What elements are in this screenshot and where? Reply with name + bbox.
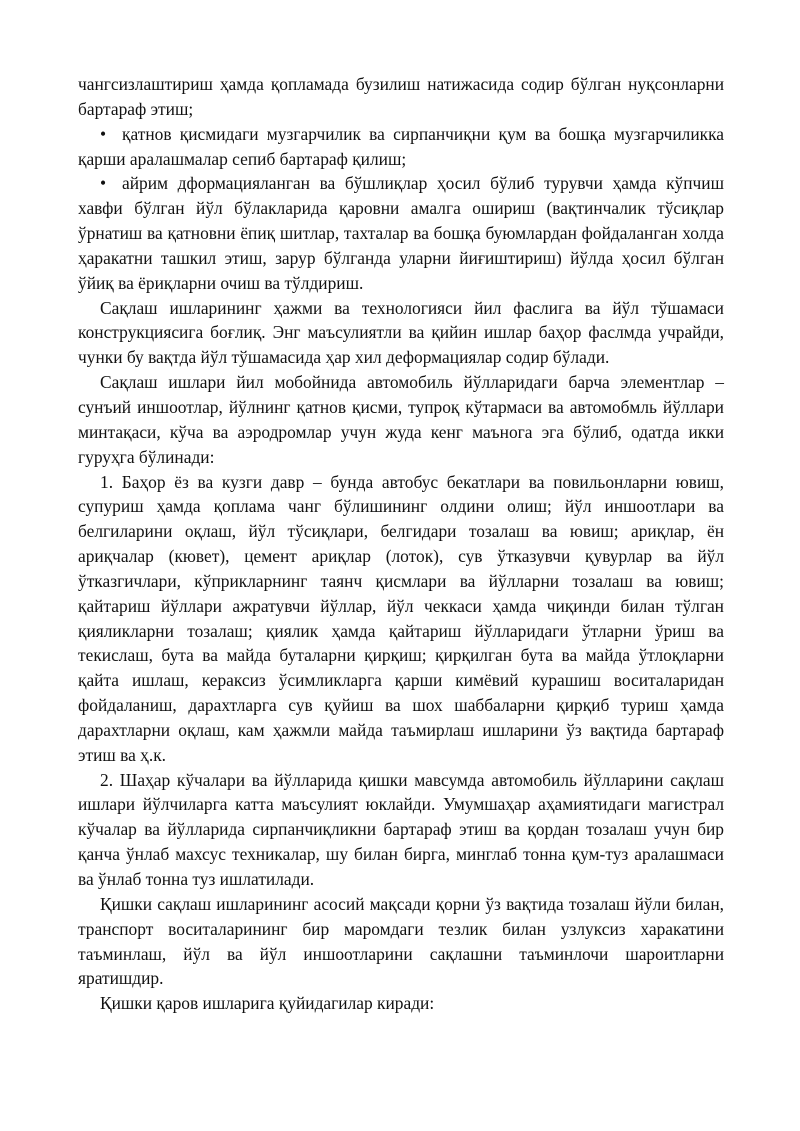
- bullet-marker: •: [100, 123, 107, 144]
- bullet-item: [78, 171, 724, 295]
- bullet-marker: •: [100, 173, 107, 194]
- paragraph-maintenance-volume: Сақлаш ишларининг ҳажми ва технологияси йил фаслига ва йўл тўшамаси конструкциясига боғлиқ. Энг маъсулиятли ва қийин ишлар баҳор фаслмда учрайди, чунки бу вақтда йўл тўшамасида ҳар хил деформациялар содир бўлади.: [78, 297, 724, 368]
- document-page: [78, 72, 724, 1016]
- paragraph-continuation: чангсизлаштириш ҳамда қопламада бузилиш натижасида содир бўлган нуқсонларни бартараф этиш;: [78, 74, 724, 119]
- paragraph-group-2: 2. Шаҳар кўчалари ва йўлларида қишки мавсумда автомобиль йўлларини сақлаш ишлари йўлчиларга катта маъсулият юклайди. Умумшаҳар аҳамиятидаги магистрал кўчалар ва йўлларида сирпанчиқликни бартараф этиш ва қордан тозалаш учун бир қанча ўнлаб махсус техникалар, шу билан бирга, минглаб тонна қум-туз аралашмаси ва ўнлаб тонна туз ишлатилади.: [78, 769, 724, 889]
- bullet-text: айрим дформацияланган ва бўшлиқлар ҳосил бўлиб турувчи ҳамда кўпчиш хавфи бўлган йўл бўлакларида қаровни амалга ошириш (вақтинчалик тўсиқлар ўрнатиш ва қатновни ёпиқ шитлар, тахталар ва бошқа буюмлардан фойдаланган холда ҳаракатни ташкил этиш, зарур бўлганда уларни йиғиштириш) йўлда ҳосил бўлган ўйиқ ва ёриқларни очиш ва тўлдириш.: [78, 173, 724, 293]
- bullet-text: қатнов қисмидаги музгарчилик ва сирпанчиқни қум ва бошқа музгарчиликка қарши аралашмалар сепиб бартараф қилиш;: [78, 123, 724, 169]
- paragraph-winter-goal: Қишки сақлаш ишларининг асосий мақсади қорни ўз вақтида тозалаш йўли билан, транспорт воситаларининг бир маромдаги тезлик билан узлуксиз харакатини таъминлаш, йўл ва йўл иншоотларини сақлашни таъминлочи шароитларни яратишдир.: [78, 893, 724, 989]
- paragraph-winter-works: Қишки қаров ишларига қуйидагилар киради:: [100, 993, 435, 1014]
- bullet-item: [78, 122, 724, 172]
- paragraph-maintenance-groups: Сақлаш ишлари йил мобойнида автомобиль йўлларидаги барча элементлар – сунъий иншоотлар, йўлнинг қатнов қисми, тупроқ кўтармаси ва автомобмль йўллари минтақаси, кўча ва аэродромлар учун жуда кенг маънога эга бўлиб, одатда икки гуруҳга бўлинади:: [78, 372, 724, 467]
- paragraph-group-1: 1. Баҳор ёз ва кузги давр – бунда автобус бекатлари ва повильонларни ювиш, супуриш ҳамда қоплама чанг бўлишининг олдини олиш; йўл иншоотлари ва белгиларини оқлаш, йўл тўсиқлари, белгидари тозалаш ва ювиш; ариқлар, ён ариқчалар (кювет), цемент ариқлар (лоток), сув ўтказувчи қувурлар ва йўл ўтказгичлари, кўприкларнинг таянч қисмлари ва йўлларни тозалаш ва ювиш; қайтариш йўллари ажратувчи йўллар, йўл чеккаси ҳамда чиқинди билан тўлган қияликларни тозалаш; қиялик ҳамда қайтариш йўлларидаги ўтларни ўриш ва текислаш, бута ва майда буталарни қирқиш; қирқилган бута ва майда ўтлоқларни қайта ишлаш, кераксиз ўсимликларга қарши кимёвий курашиш воситаларидан фойдаланиш, дарахтларга сув қуйиш ва шох шаббаларни қирқиб туриш ҳамда дарахтларни оқлаш, кам ҳажмли майда таъмирлаш ишларини ўз вақтида бартараф этиш ва ҳ.к.: [78, 471, 724, 765]
